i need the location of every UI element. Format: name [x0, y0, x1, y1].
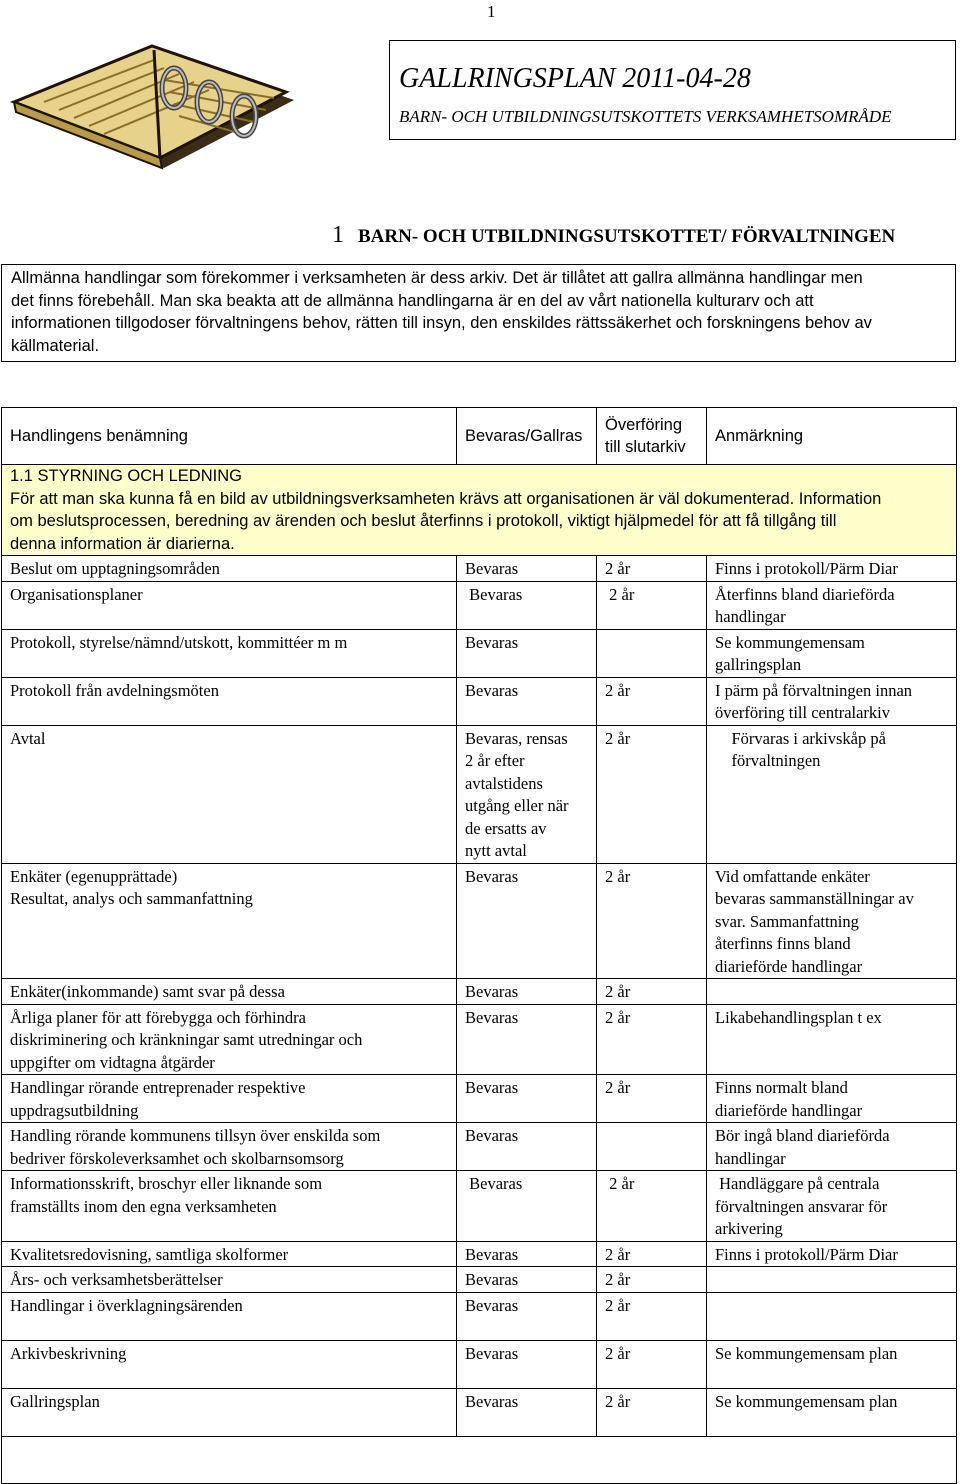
- cell-name-line: Resultat, analys och sammanfattning: [10, 889, 253, 908]
- cell-note-line: [715, 1317, 956, 1340]
- title-box: [389, 40, 956, 140]
- subsection-heading: 1.1 STYRNING OCH LEDNING: [10, 467, 242, 485]
- cell-name-line: uppgifter om vidtagna åtgärder: [10, 1052, 215, 1072]
- cell-name-line: Arkivbeskrivning: [10, 1343, 127, 1363]
- cell-keep: [457, 1123, 597, 1171]
- cell-note: [707, 863, 957, 979]
- cell-transfer: 2 år: [597, 863, 707, 979]
- cell-note-line: Likabehandlingsplan t ex: [715, 1007, 882, 1027]
- cell-note-line: I pärm på förvaltningen innan: [715, 680, 913, 700]
- cell-keep: [457, 581, 597, 629]
- cell-transfer: 2 år: [597, 1292, 707, 1340]
- cell-transfer: 2 år: [597, 556, 707, 582]
- table-row: [2, 581, 957, 629]
- cell-note: [707, 581, 957, 629]
- subsection-line: För att man ska kunna få en bild av utbildningsverksamheten krävs att organisationen är väl dokumenterad. Information: [10, 489, 882, 508]
- table-row: [2, 677, 957, 725]
- cell-note: [707, 629, 957, 677]
- cell-note-line: handlingar: [715, 1148, 786, 1168]
- cell-note-line: bevaras sammanställningar av: [715, 889, 914, 908]
- subsection-row: [2, 465, 957, 556]
- cell-keep-line: Bevaras: [465, 632, 519, 652]
- cell-name: [2, 1267, 457, 1293]
- cell-note-line: Se kommungemensam plan: [715, 1391, 898, 1411]
- cell-name: [2, 581, 457, 629]
- cell-keep: [457, 1004, 597, 1075]
- cell-name-line: Informationsskrift, broschyr eller liknande som: [10, 1174, 323, 1193]
- page-number: 1: [487, 2, 496, 21]
- cell-name: [2, 863, 457, 979]
- cell-keep: [457, 556, 597, 582]
- table-row: [2, 1267, 957, 1293]
- cell-note-line: [715, 1365, 956, 1388]
- header-note: Anmärkning: [707, 408, 957, 465]
- section-heading: [332, 222, 895, 249]
- cell-note-line: svar. Sammanfattning: [715, 911, 859, 931]
- cell-note-line: diarieförde handlingar: [715, 1100, 863, 1120]
- intro-line: Allmänna handlingar som förekommer i verksamheten är dess arkiv. Det är tillåtet att gallra allmänna handlingar men: [11, 269, 863, 287]
- intro-box: [1, 264, 956, 362]
- cell-name-line: Handling rörande kommunens tillsyn över enskilda som: [10, 1126, 381, 1145]
- cell-name: [2, 1241, 457, 1267]
- cell-note: [707, 1123, 957, 1171]
- cell-note-line: förvaltningen ansvarar för: [715, 1196, 888, 1216]
- cell-keep-line: Bevaras: [465, 982, 519, 1001]
- cell-name: [2, 1292, 457, 1340]
- binder-illustration: [4, 40, 294, 180]
- cell-note: [707, 1004, 957, 1075]
- cell-name-line: Avtal: [10, 728, 46, 748]
- table-row: [2, 1075, 957, 1123]
- table-row: [2, 556, 957, 582]
- header-transfer-line: Överföring: [605, 416, 683, 434]
- cell-note: [707, 1267, 957, 1293]
- cell-name-line: Beslut om upptagningsområden: [10, 559, 220, 578]
- header-transfer-line: till slutarkiv: [605, 438, 686, 456]
- cell-name-line: bedriver förskoleverksamhet och skolbarnsomsorg: [10, 1148, 344, 1168]
- subsection-cell: [2, 465, 957, 556]
- cell-keep-line: utgång eller när: [465, 796, 569, 815]
- table-row: [2, 863, 957, 979]
- header-transfer: [597, 408, 707, 465]
- cell-transfer: 2 år: [597, 979, 707, 1005]
- cell-name-line: Kvalitetsredovisning, samtliga skolformer: [10, 1244, 289, 1264]
- cell-note: [707, 1075, 957, 1123]
- cell-note-line: diarieförde handlingar: [715, 956, 863, 976]
- cell-keep-line: Bevaras: [465, 1007, 519, 1027]
- cell-keep-line: Bevaras: [465, 1295, 519, 1315]
- cell-transfer: 2 år: [597, 1340, 707, 1388]
- table-row: [2, 1123, 957, 1171]
- cell-note-line: Finns i protokoll/Pärm Diar: [715, 1244, 898, 1264]
- cell-keep: [457, 1171, 597, 1242]
- table-row: [2, 1004, 957, 1075]
- cell-note-line: Förvaras i arkivskåp på: [715, 728, 886, 748]
- cell-note-line: handlingar: [715, 607, 786, 626]
- header-keep: Bevaras/Gallras: [457, 408, 597, 465]
- cell-transfer: [597, 629, 707, 677]
- cell-name: [2, 1388, 457, 1436]
- cell-transfer: 2 år: [597, 1171, 707, 1242]
- header-name: Handlingens benämning: [2, 408, 457, 465]
- cell-transfer: 2 år: [597, 581, 707, 629]
- document-subtitle: BARN- OCH UTBILDNINGSUTSKOTTETS VERKSAMHETSOMRÅDE: [399, 107, 892, 126]
- cell-transfer: [597, 1123, 707, 1171]
- cell-note-line: Bör ingå bland diarieförda: [715, 1126, 890, 1145]
- cell-keep: [457, 863, 597, 979]
- cell-keep-line: Bevaras: [465, 1174, 523, 1193]
- cell-note: [707, 1340, 957, 1388]
- cell-name: [2, 1004, 457, 1075]
- cell-transfer: 2 år: [597, 1388, 707, 1436]
- cell-note-line: Se kommungemensam: [715, 632, 865, 652]
- cell-name-line: Enkäter(inkommande) samt svar på dessa: [10, 982, 285, 1001]
- cell-name-line: Protokoll, styrelse/nämnd/utskott, kommittéer m m: [10, 632, 348, 652]
- cell-keep-line: Bevaras, rensas: [465, 728, 568, 748]
- cell-keep-line: avtalstidens: [465, 773, 543, 793]
- cell-keep-line: Bevaras: [465, 1126, 519, 1145]
- cell-note: [707, 725, 957, 863]
- cell-name: [2, 1340, 457, 1388]
- cell-name-line: Handlingar i överklagningsärenden: [10, 1295, 243, 1315]
- cell-keep-line: Bevaras: [465, 866, 519, 886]
- table-row: [2, 979, 957, 1005]
- cell-note: [707, 1292, 957, 1340]
- cell-note-line: [715, 1269, 956, 1292]
- empty-row: [2, 1436, 957, 1483]
- table-row: [2, 725, 957, 863]
- table-row: [2, 1388, 957, 1436]
- cell-keep: [457, 677, 597, 725]
- cell-name-line: Gallringsplan: [10, 1391, 100, 1411]
- cell-name-line: uppdragsutbildning: [10, 1100, 139, 1120]
- cell-keep: [457, 1267, 597, 1293]
- cell-keep-line: Bevaras: [465, 680, 519, 700]
- cell-note-line: Vid omfattande enkäter: [715, 866, 870, 886]
- table-row: [2, 629, 957, 677]
- cell-name-line: framställts inom den egna verksamheten: [10, 1196, 277, 1216]
- empty-cell: [2, 1436, 957, 1483]
- cell-keep: [457, 979, 597, 1005]
- cell-keep: [457, 1075, 597, 1123]
- section-number: 1: [332, 222, 344, 248]
- retention-table-wrap: [1, 407, 956, 1484]
- cell-name: [2, 677, 457, 725]
- intro-line: källmaterial.: [11, 336, 100, 355]
- cell-note-line: Se kommungemensam plan: [715, 1343, 898, 1363]
- cell-note-line: Återfinns bland diarieförda: [715, 584, 895, 604]
- cell-keep: [457, 1340, 597, 1388]
- cell-name-line: Årliga planer för att förebygga och förhindra: [10, 1007, 306, 1027]
- cell-name: [2, 979, 457, 1005]
- section-heading-text: BARN- OCH UTBILDNINGSUTSKOTTET/ FÖRVALTNINGEN: [358, 226, 896, 247]
- cell-note-line: gallringsplan: [715, 655, 802, 674]
- cell-note: [707, 1241, 957, 1267]
- cell-name-line: diskriminering och kränkningar samt utredningar och: [10, 1030, 363, 1049]
- cell-name-line: Års- och verksamhetsberättelser: [10, 1270, 223, 1289]
- cell-keep: [457, 629, 597, 677]
- cell-transfer: 2 år: [597, 1075, 707, 1123]
- table-row: [2, 1241, 957, 1267]
- document-title: GALLRINGSPLAN 2011-04-28: [399, 63, 751, 94]
- cell-name: [2, 629, 457, 677]
- subsection-line: denna information är diarierna.: [10, 534, 235, 553]
- cell-keep: [457, 725, 597, 863]
- cell-keep-line: Bevaras: [465, 1270, 519, 1289]
- cell-transfer: 2 år: [597, 1004, 707, 1075]
- cell-transfer: 2 år: [597, 1267, 707, 1293]
- cell-keep: [457, 1292, 597, 1340]
- cell-note-line: förvaltningen: [715, 751, 821, 770]
- cell-note-line: Handläggare på centrala: [715, 1174, 880, 1193]
- cell-transfer: 2 år: [597, 677, 707, 725]
- cell-note-line: Finns normalt bland: [715, 1078, 848, 1097]
- cell-note: [707, 979, 957, 1005]
- cell-name: [2, 556, 457, 582]
- cell-note: [707, 677, 957, 725]
- cell-note-line: överföring till centralarkiv: [715, 703, 891, 722]
- cell-note-line: [715, 1295, 956, 1318]
- cell-note-line: Finns i protokoll/Pärm Diar: [715, 559, 898, 578]
- cell-note-line: arkivering: [715, 1219, 783, 1238]
- cell-keep-line: de ersatts av: [465, 818, 547, 838]
- cell-keep-line: Bevaras: [465, 1078, 519, 1097]
- table-row: [2, 1340, 957, 1388]
- subsection-line: om beslutsprocessen, beredning av ärenden och beslut återfinns i protokoll, viktigt hjälpmedel för att få tillgång till: [10, 512, 837, 530]
- cell-note: [707, 1171, 957, 1242]
- table-row: [2, 1292, 957, 1340]
- retention-table: [1, 407, 957, 1484]
- cell-keep-line: 2 år efter: [465, 751, 525, 770]
- cell-note: [707, 1388, 957, 1436]
- cell-note-line: [715, 1413, 956, 1436]
- cell-transfer: 2 år: [597, 725, 707, 863]
- cell-transfer: 2 år: [597, 1241, 707, 1267]
- cell-keep: [457, 1241, 597, 1267]
- cell-name-line: Protokoll från avdelningsmöten: [10, 680, 219, 700]
- cell-keep: [457, 1388, 597, 1436]
- cell-name-line: Organisationsplaner: [10, 584, 143, 604]
- cell-note-line: återfinns finns bland: [715, 934, 851, 953]
- intro-line: det finns förebehåll. Man ska beakta att de allmänna handlingarna är en del av vårt nationella kulturarv och att: [11, 291, 814, 310]
- cell-note: [707, 556, 957, 582]
- cell-note-line: [715, 981, 956, 1004]
- cell-keep-line: Bevaras: [465, 1391, 519, 1411]
- cell-keep-line: nytt avtal: [465, 841, 527, 860]
- cell-name: [2, 1171, 457, 1242]
- cell-keep-line: Bevaras: [465, 1244, 519, 1264]
- cell-keep-line: Bevaras: [465, 584, 523, 604]
- cell-name-line: Handlingar rörande entreprenader respektive: [10, 1078, 306, 1097]
- cell-keep-line: Bevaras: [465, 1343, 519, 1363]
- table-row: [2, 1171, 957, 1242]
- cell-name: [2, 1075, 457, 1123]
- cell-name: [2, 1123, 457, 1171]
- cell-name: [2, 725, 457, 863]
- table-header-row: [2, 408, 957, 465]
- cell-keep-line: Bevaras: [465, 559, 519, 578]
- cell-name-line: Enkäter (egenupprättade): [10, 866, 178, 886]
- intro-line: informationen tillgodoser förvaltningens behov, rätten till insyn, den enskildes rättssäkerhet och forskningens behov av: [11, 314, 872, 332]
